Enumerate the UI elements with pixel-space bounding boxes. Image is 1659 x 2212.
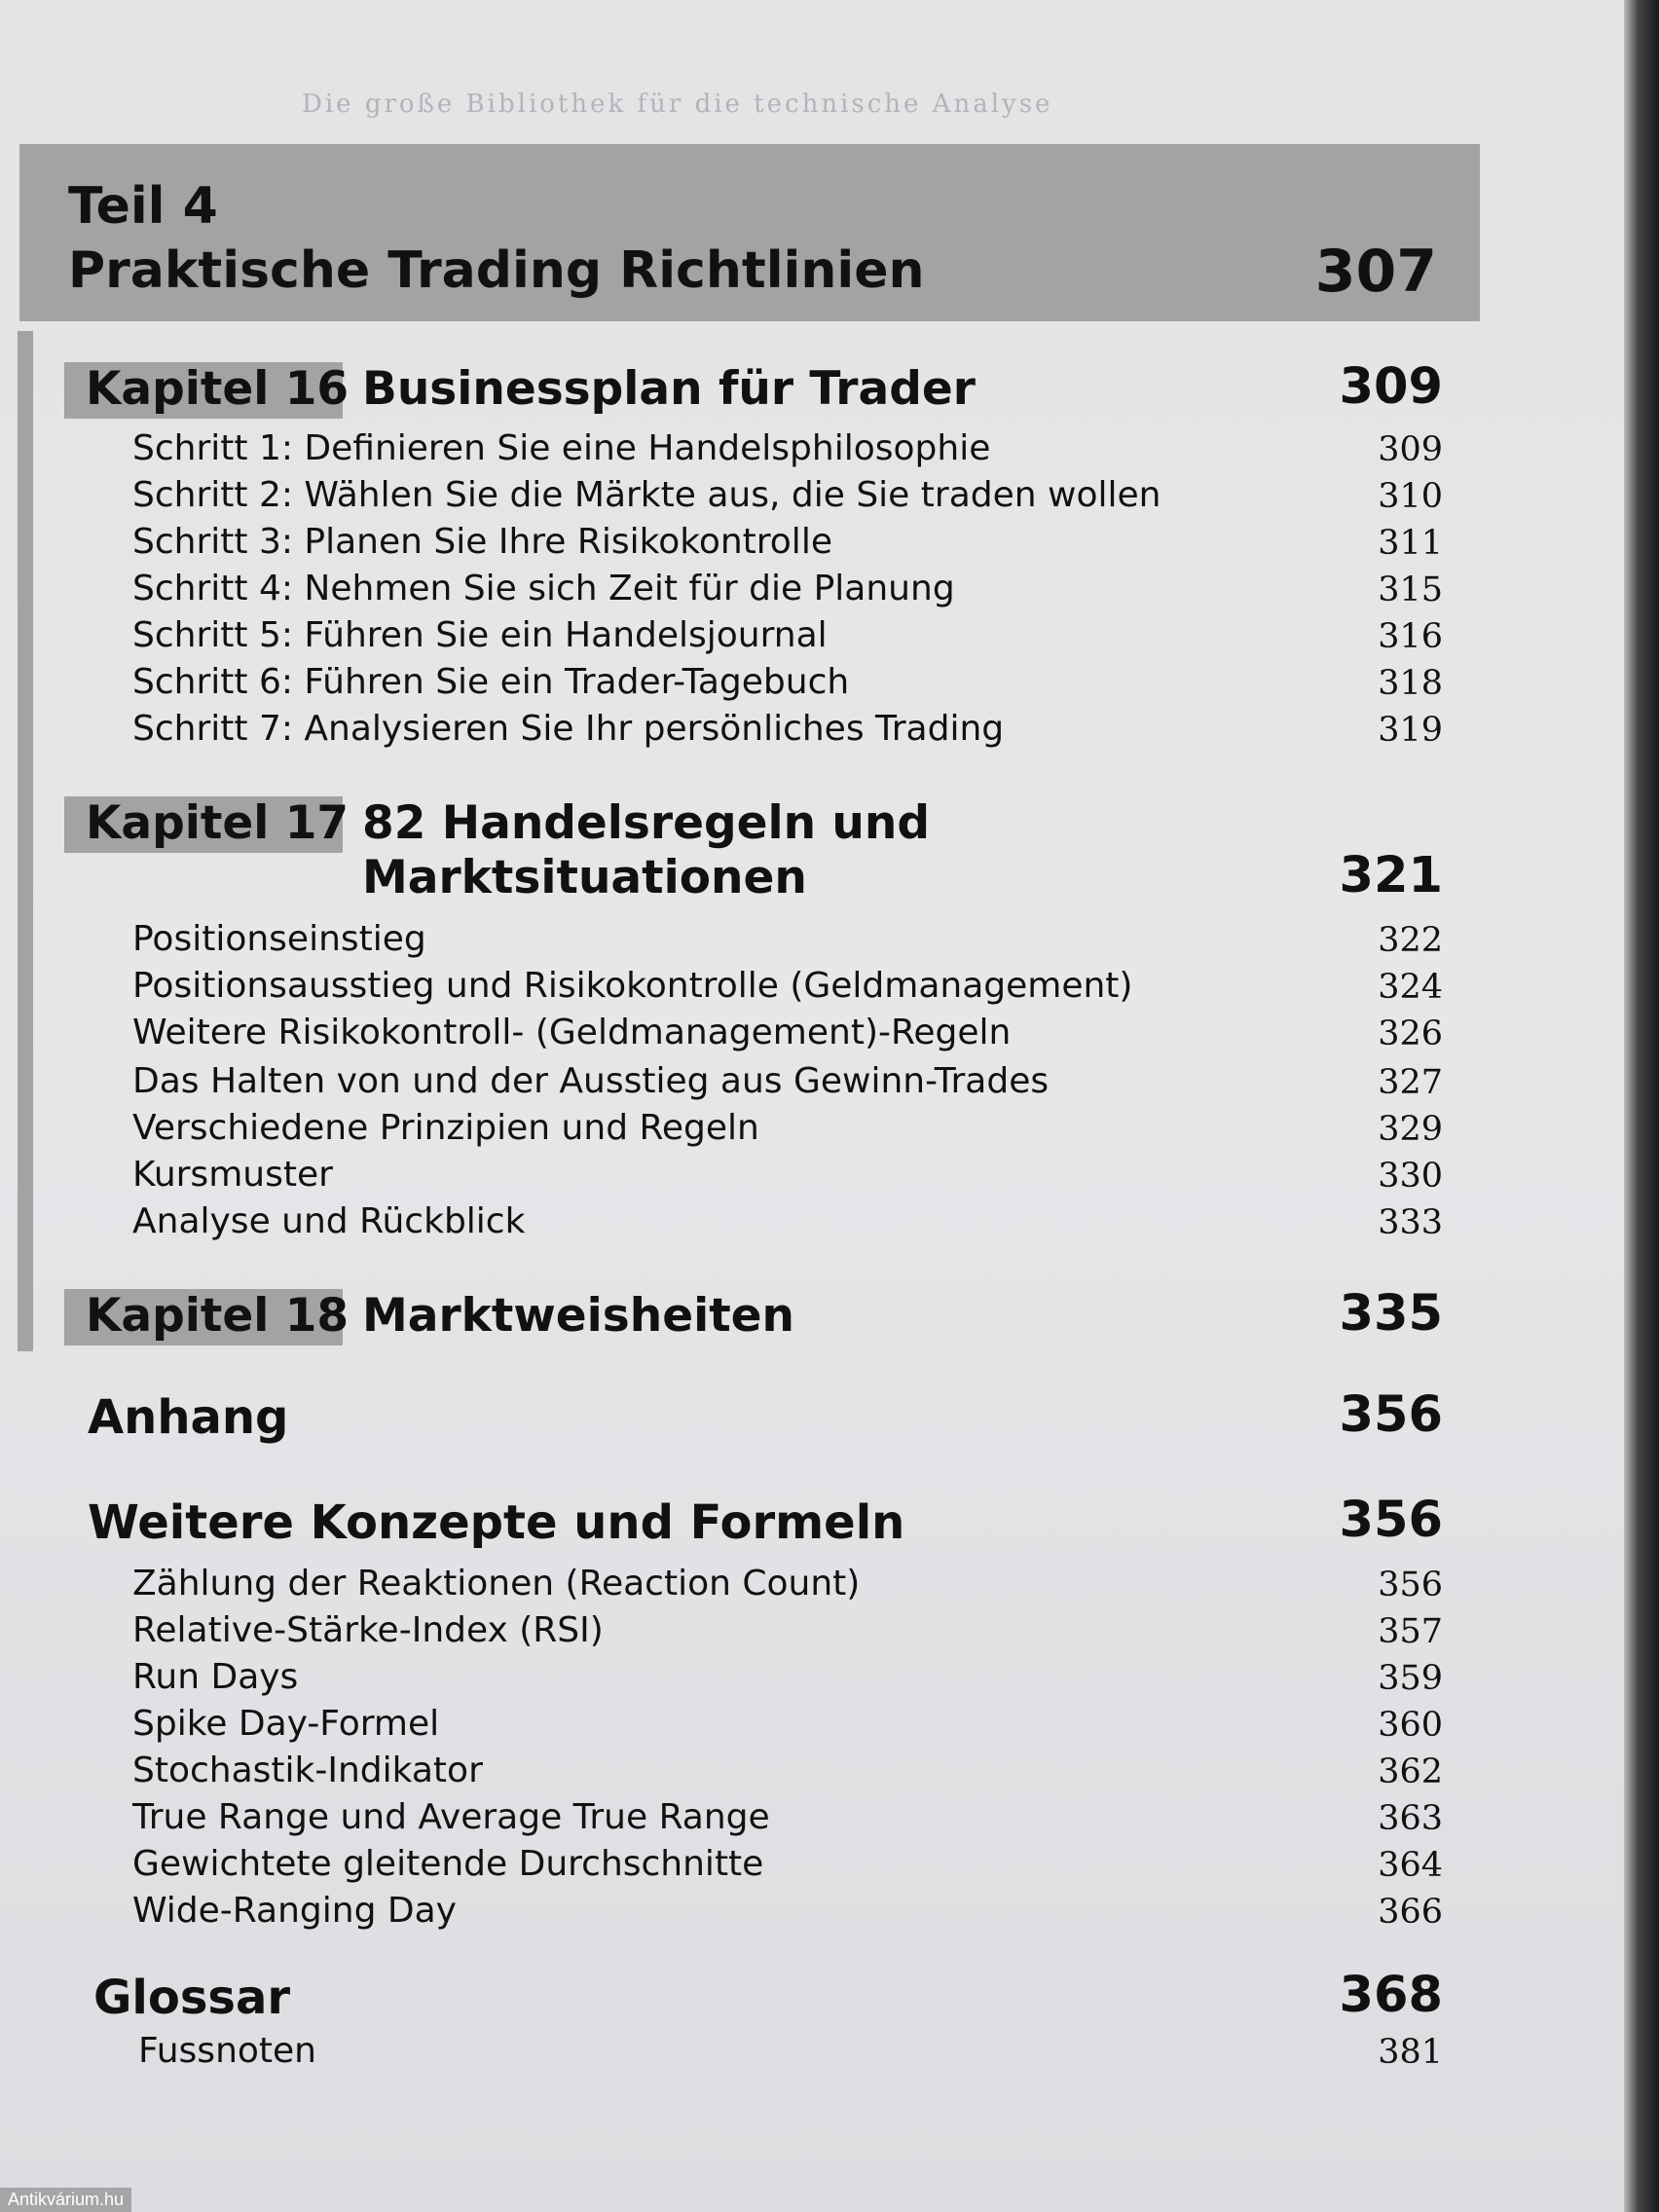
chapter-label: Kapitel 16 [86, 362, 350, 416]
toc-entry-title: Run Days [132, 1657, 299, 1697]
toc-entry-page: 330 [1378, 1157, 1443, 1196]
section-page-number: 368 [1339, 1967, 1443, 2024]
toc-entry-title: Das Halten von und der Ausstieg aus Gewinn-Trades [132, 1061, 1050, 1101]
toc-entry-title: Schritt 6: Führen Sie ein Trader-Tagebuch [132, 662, 850, 702]
toc-entry [132, 662, 1443, 707]
toc-entry [132, 1061, 1443, 1106]
chapter-page-number: 321 [1339, 847, 1443, 904]
toc-entry [132, 966, 1443, 1011]
toc-entry-page: 309 [1378, 430, 1443, 469]
section-title-anhang: Anhang [88, 1390, 289, 1445]
running-head: Die große Bibliothek für die technische Analyse [302, 90, 1053, 119]
toc-entry [132, 1201, 1443, 1246]
toc-entry [132, 1844, 1443, 1889]
toc-entry [132, 919, 1443, 964]
chapter-title: Businessplan für Trader [362, 362, 976, 416]
toc-entry-title: Stochastik-Indikator [132, 1751, 483, 1790]
toc-entry-page: 316 [1378, 617, 1443, 656]
section-page-number: 356 [1339, 1386, 1443, 1444]
part-label: Teil 4 [68, 177, 218, 236]
toc-entry-page: 319 [1378, 711, 1443, 750]
toc-entry-page: 366 [1378, 1893, 1443, 1932]
toc-entry [132, 1610, 1443, 1655]
toc-entry-title: Schritt 7: Analysieren Sie Ihr persönliches Trading [132, 709, 1005, 749]
toc-entry-page: 326 [1378, 1014, 1443, 1053]
toc-entry-page: 311 [1378, 524, 1443, 563]
toc-entry [132, 522, 1443, 567]
chapter-page-number: 309 [1339, 358, 1443, 416]
toc-entry-title: Spike Day-Formel [132, 1704, 440, 1744]
toc-entry [132, 475, 1443, 520]
part-title: Praktische Trading Richtlinien [68, 241, 925, 300]
chapter-title: 82 Handelsregeln und [362, 796, 930, 850]
toc-entry-page: 363 [1378, 1799, 1443, 1838]
toc-entry-page: 364 [1378, 1846, 1443, 1885]
toc-entry-page: 360 [1378, 1706, 1443, 1745]
chapter-label: Kapitel 17 [86, 796, 350, 850]
toc-entry-title: Relative-Stärke-Index (RSI) [132, 1610, 604, 1650]
toc-entry-page: 333 [1378, 1203, 1443, 1242]
toc-entry-title: Zählung der Reaktionen (Reaction Count) [132, 1564, 861, 1604]
toc-entry-title: Wide-Ranging Day [132, 1891, 457, 1931]
toc-entry-page: 381 [1378, 2033, 1443, 2072]
toc-entry-page: 329 [1378, 1110, 1443, 1149]
toc-entry [132, 1013, 1443, 1057]
toc-entry-title: Schritt 1: Definieren Sie eine Handelsphilosophie [132, 428, 991, 468]
toc-entry-title: Gewichtete gleitende Durchschnitte [132, 1844, 764, 1884]
toc-entry-page: 322 [1378, 921, 1443, 960]
chapter-title: Marktweisheiten [362, 1289, 795, 1343]
toc-entry [132, 569, 1443, 613]
toc-entry [132, 1704, 1443, 1749]
toc-entry-page: 315 [1378, 571, 1443, 609]
section-page-number: 356 [1339, 1492, 1443, 1549]
chapter-title-line-2: Marktsituationen [362, 851, 807, 904]
toc-entry-title: Positionsausstieg und Risikokontrolle (Geldmanagement) [132, 966, 1133, 1006]
toc-entry [132, 709, 1443, 754]
toc-entry-title: Schritt 5: Führen Sie ein Handelsjournal [132, 615, 828, 655]
toc-entry-page: 362 [1378, 1752, 1443, 1791]
chapter-page-number: 335 [1339, 1285, 1443, 1343]
toc-entry [132, 1564, 1443, 1608]
section-title-weitere-konzepte: Weitere Konzepte und Formeln [88, 1495, 905, 1550]
toc-entry-title: Weitere Risikokontroll- (Geldmanagement)-Regeln [132, 1013, 1012, 1052]
toc-entry [132, 1751, 1443, 1795]
toc-entry-title: Schritt 4: Nehmen Sie sich Zeit für die Planung [132, 569, 955, 608]
toc-entry-page: 357 [1378, 1612, 1443, 1651]
toc-entry-title: Fussnoten [138, 2031, 316, 2071]
toc-entry [132, 615, 1443, 660]
toc-entry [138, 2031, 1443, 2076]
toc-entry-title: Verschiedene Prinzipien und Regeln [132, 1108, 759, 1148]
toc-entry [132, 1155, 1443, 1199]
part-page-number: 307 [1314, 238, 1437, 306]
toc-entry-title: Kursmuster [132, 1155, 333, 1195]
book-spine-shadow [1624, 0, 1659, 2212]
toc-entry [132, 1657, 1443, 1702]
toc-entry-page: 356 [1378, 1566, 1443, 1604]
toc-entry-page: 359 [1378, 1659, 1443, 1698]
toc-entry-page: 324 [1378, 968, 1443, 1007]
toc-entry [132, 428, 1443, 473]
watermark: Antikvárium.hu [0, 2188, 131, 2212]
toc-entry-page: 327 [1378, 1063, 1443, 1102]
toc-entry-title: Analyse und Rückblick [132, 1201, 526, 1241]
toc-entry-page: 318 [1378, 664, 1443, 703]
toc-entry-title: Positionseinstieg [132, 919, 426, 959]
toc-entry-title: Schritt 3: Planen Sie Ihre Risikokontrolle [132, 522, 832, 562]
toc-entry [132, 1797, 1443, 1842]
section-title-glossar: Glossar [93, 1971, 291, 2025]
toc-entry-title: True Range und Average True Range [132, 1797, 770, 1837]
toc-entry-page: 310 [1378, 477, 1443, 516]
left-margin-rule [18, 331, 33, 1351]
chapter-label: Kapitel 18 [86, 1289, 350, 1343]
toc-entry [132, 1108, 1443, 1153]
toc-entry-title: Schritt 2: Wählen Sie die Märkte aus, die Sie traden wollen [132, 475, 1161, 515]
toc-entry [132, 1891, 1443, 1936]
